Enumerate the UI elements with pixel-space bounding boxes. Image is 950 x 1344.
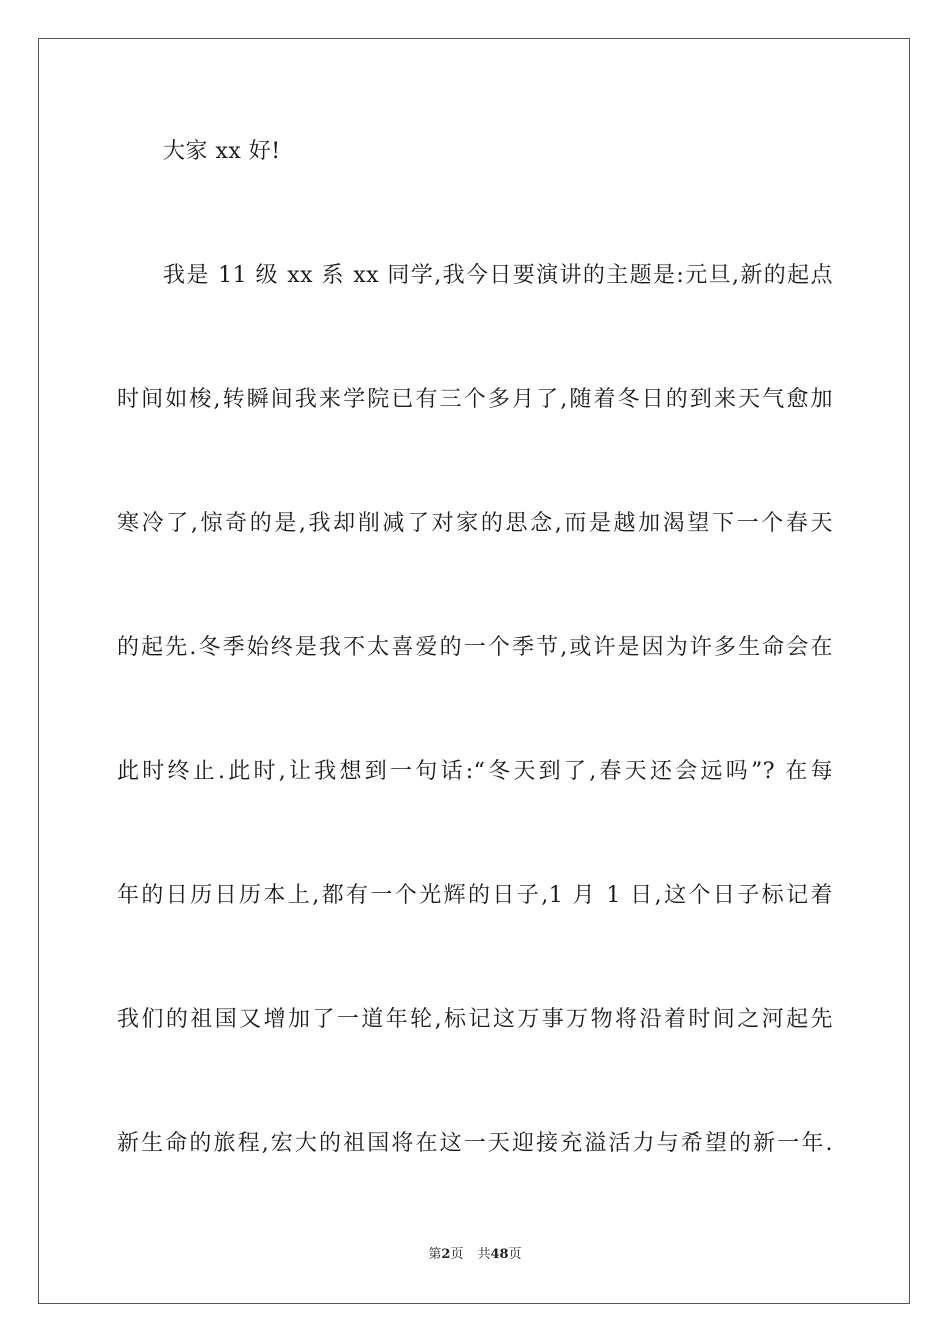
paragraph-line-3: 寒冷了,惊奇的是,我却削减了对家的思念,而是越加渴望下一个春天 [117, 511, 833, 536]
paragraph-line-8: 新生命的旅程,宏大的祖国将在这一天迎接充溢活力与希望的新一年. [117, 1131, 833, 1156]
page-frame [38, 38, 910, 1304]
page-prefix: 第 [428, 1247, 442, 1262]
paragraph-line-5: 此时终止.此时,让我想到一句话:“冬天到了,春天还会远吗”? 在每 [117, 759, 833, 784]
paragraph-line-1: 我是 11 级 xx 系 xx 同学,我今日要演讲的主题是:元旦,新的起点 [163, 263, 833, 288]
total-prefix: 共 [477, 1247, 491, 1262]
paragraph-line-7: 我们的祖国又增加了一道年轮,标记这万事万物将沿着时间之河起先 [117, 1007, 833, 1032]
paragraph-line-6: 年的日历日历本上,都有一个光辉的日子,1 月 1 日,这个日子标记着 [117, 883, 833, 908]
total-pages: 48 [490, 1247, 509, 1262]
paragraph-line-2: 时间如梭,转瞬间我来学院已有三个多月了,随着冬日的到来天气愈加 [117, 387, 833, 412]
page-number: 2 [441, 1247, 451, 1262]
paragraph-line-4: 的起先.冬季始终是我不太喜爱的一个季节,或许是因为许多生命会在 [117, 635, 833, 660]
greeting-line: 大家 xx 好! [163, 139, 281, 164]
total-suffix: 页 [508, 1247, 522, 1262]
page-footer [0, 1246, 950, 1264]
page-suffix: 页 [450, 1247, 464, 1262]
